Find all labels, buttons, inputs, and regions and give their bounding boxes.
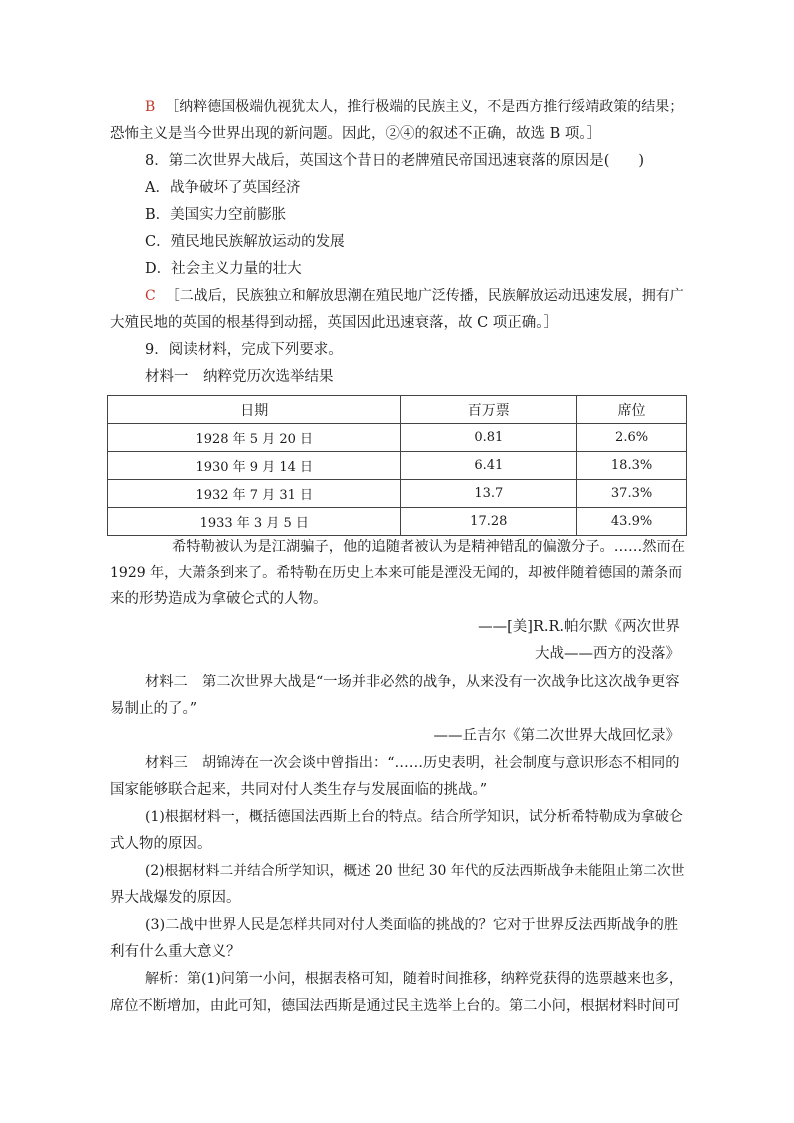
quote1-line-1: 希特勒被认为是江湖骗子，他的追随者被认为是精神错乱的偏激分子。……然而在 xyxy=(172,539,686,555)
q8-option-d: D．社会主义力量的壮大 xyxy=(145,261,302,277)
q8-explanation-line-1: C ［二战后，民族独立和解放思潮在殖民地广泛传播，民族解放运动迅速发展，拥有广 xyxy=(145,288,684,304)
table-row: 1928 年 5 月 20 日 0.81 2.6% xyxy=(108,424,687,452)
header-seats: 席位 xyxy=(577,396,687,424)
table-row: 1933 年 3 月 5 日 17.28 43.9% xyxy=(108,508,687,536)
source1-line-1: ——[美]R.R.帕尔默《两次世界 xyxy=(478,619,680,635)
quote1-line-2: 1929 年，大萧条到来了。希特勒在历史上本来可能是湮没无闻的，却被伴随着德国的萧条而 xyxy=(110,565,683,581)
header-date: 日期 xyxy=(108,396,401,424)
q8-answer-letter: C xyxy=(145,288,156,304)
requirement-3-line-2: 利有什么重大意义？ xyxy=(110,944,241,960)
requirement-2-line-2: 界大战爆发的原因。 xyxy=(110,890,241,906)
q8-stem: 8．第二次世界大战后，英国这个昔日的老牌殖民帝国迅速衰落的原因是( ) xyxy=(145,153,645,169)
material1-title: 材料一 纳粹党历次选举结果 xyxy=(145,369,334,385)
table-row: 1932 年 7 月 31 日 13.7 37.3% xyxy=(108,480,687,508)
q8-option-c: C．殖民地民族解放运动的发展 xyxy=(145,234,345,250)
q7-answer-letter: B xyxy=(145,99,156,115)
source2: ——丘吉尔《第二次世界大战回忆录》 xyxy=(433,728,680,744)
table-row: 1930 年 9 月 14 日 6.41 18.3% xyxy=(108,452,687,480)
header-votes: 百万票 xyxy=(401,396,577,424)
q7-explanation-line-2: 恐怖主义是当今世界出现的新问题。因此，②④的叙述不正确，故选 B 项。］ xyxy=(110,126,602,142)
q9-stem: 9．阅读材料，完成下列要求。 xyxy=(145,342,343,358)
material3-line-1: 材料三 胡锦涛在一次会谈中曾指出：“……历史表明，社会制度与意识形态不相同的 xyxy=(145,755,680,771)
requirement-1-line-2: 式人物的原因。 xyxy=(110,836,212,852)
source1-line-2: 大战——西方的没落》 xyxy=(535,646,680,662)
q8-explanation-line-2: 大殖民地的英国的根基得到动摇，英国因此迅速衰落，故 C 项正确。］ xyxy=(110,315,559,331)
q8-option-b: B．美国实力空前膨胀 xyxy=(145,207,287,223)
analysis-line-2: 席位不断增加，由此可知，德国法西斯是通过民主选举上台的。第二小问，根据材料时间可 xyxy=(110,998,681,1014)
q8-option-a: A．战争破坏了英国经济 xyxy=(145,180,301,196)
requirement-3-line-1: (3)二战中世界人民是怎样共同对付人类面临的挑战的？它对于世界反法西斯战争的胜 xyxy=(145,917,679,933)
requirement-1-line-1: (1)根据材料一，概括德国法西斯上台的特点。结合所学知识，试分析希特勒成为拿破仑 xyxy=(145,809,683,825)
quote1-line-3: 来的形势造成为拿破仑式的人物。 xyxy=(110,591,328,607)
analysis-line-1: 解析：第(1)问第一小问，根据表格可知，随着时间推移，纳粹党获得的选票越来也多， xyxy=(145,971,683,987)
material2-line-2: 易制止的了。” xyxy=(110,701,198,717)
q7-explanation-line-1: B ［纳粹德国极端仇视犹太人，推行极端的民族主义，不是西方推行绥靖政策的结果； xyxy=(145,99,684,115)
table-header-row xyxy=(108,396,687,424)
material3-line-2: 国家能够联合起来，共同对付人类生存与发展面临的挑战。” xyxy=(110,782,488,798)
election-results-table xyxy=(107,395,687,536)
requirement-2-line-1: (2)根据材料二并结合所学知识，概述 20 世纪 30 年代的反法西斯战争未能阻止第二次世 xyxy=(145,863,685,879)
material2-line-1: 材料二 第二次世界大战是“一场并非必然的战争，从来没有一次战争比这次战争更容 xyxy=(145,674,680,690)
